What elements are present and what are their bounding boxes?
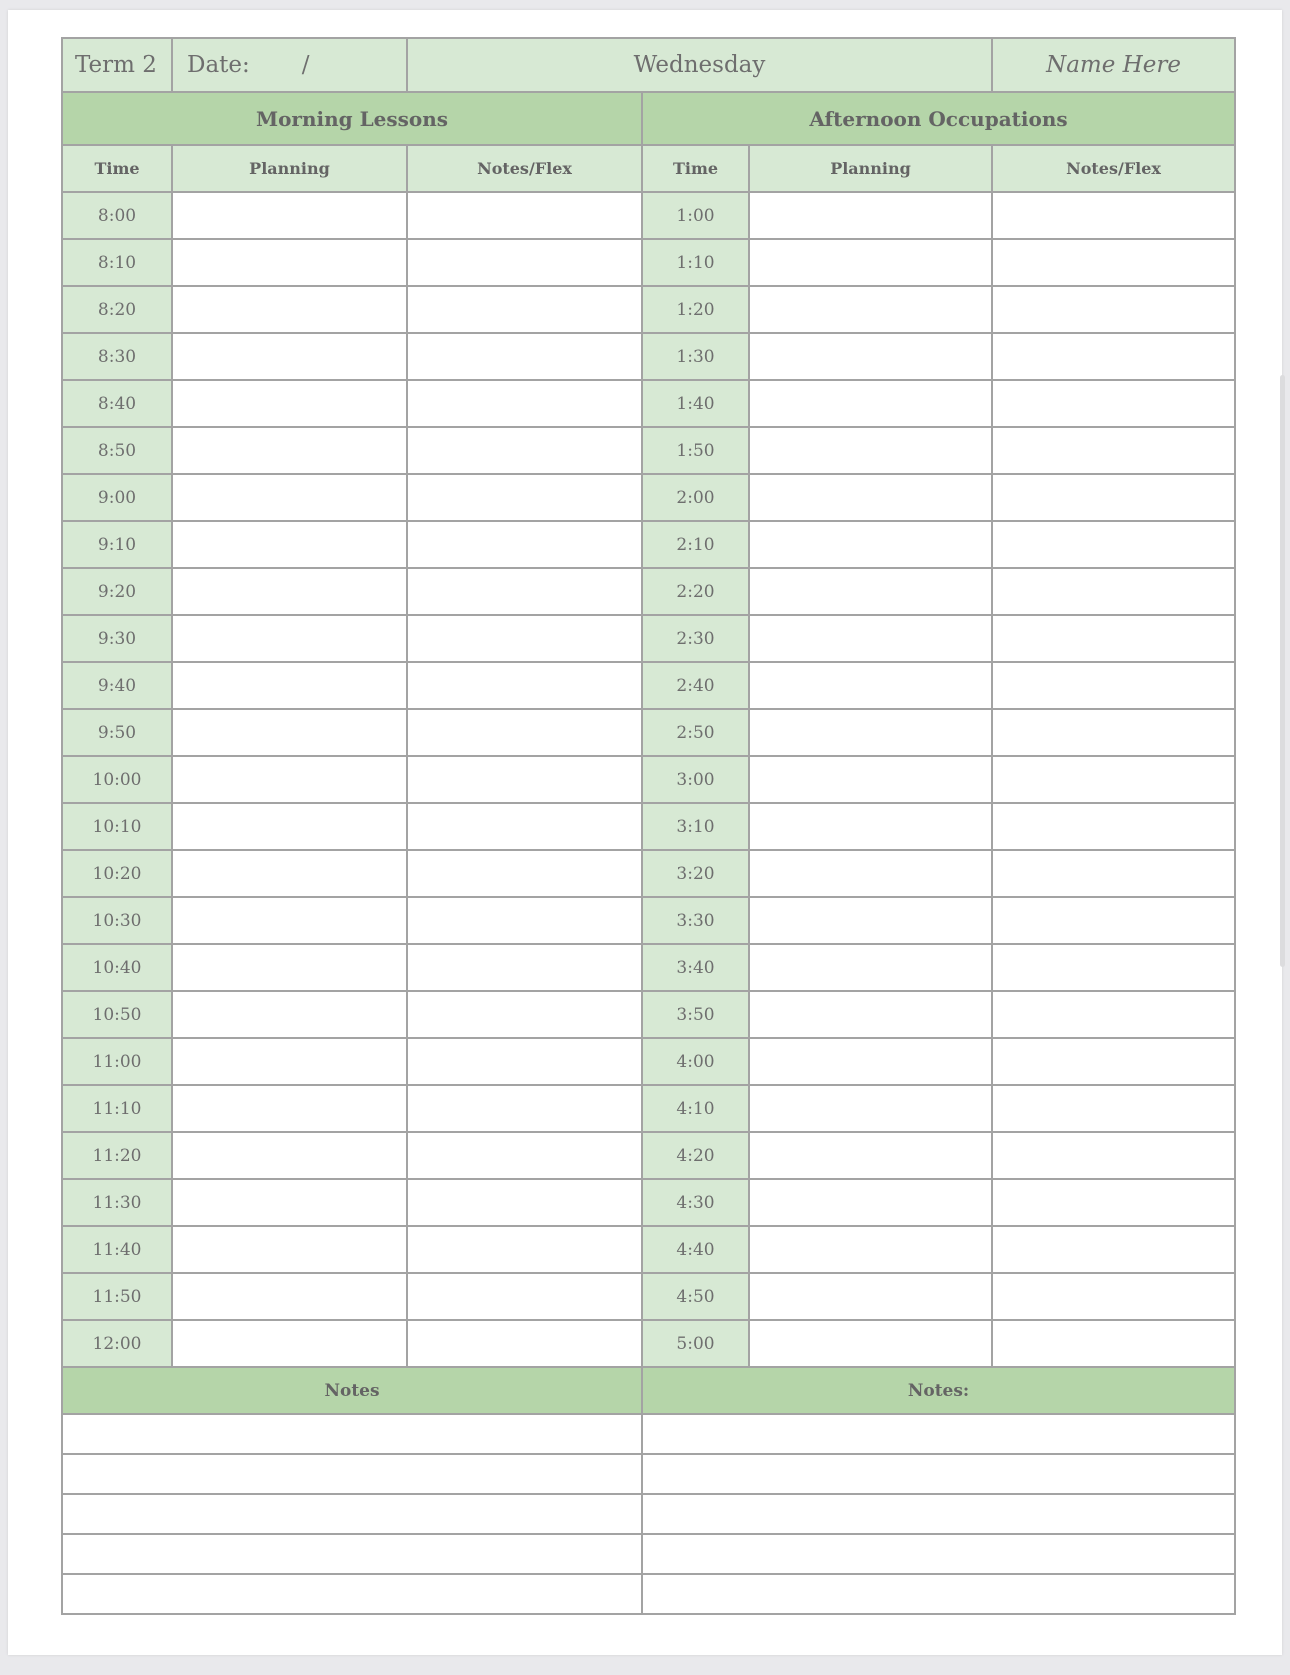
afternoon-notes-flex-cell[interactable] bbox=[992, 239, 1235, 286]
afternoon-time-cell: 3:10 bbox=[642, 803, 749, 850]
afternoon-notes-flex-cell[interactable] bbox=[992, 1320, 1235, 1367]
morning-planning-cell[interactable] bbox=[172, 1273, 407, 1320]
time-slot-row bbox=[62, 427, 1235, 474]
afternoon-notes-flex-cell[interactable] bbox=[992, 286, 1235, 333]
afternoon-time-cell: 4:50 bbox=[642, 1273, 749, 1320]
time-slot-row bbox=[62, 709, 1235, 756]
morning-planning-cell[interactable] bbox=[172, 286, 407, 333]
notes-line-row bbox=[62, 1534, 1235, 1574]
morning-notes-flex-cell[interactable] bbox=[407, 1273, 642, 1320]
morning-notes-flex-cell[interactable] bbox=[407, 991, 642, 1038]
morning-time-cell: 10:30 bbox=[62, 897, 172, 944]
afternoon-notes-flex-cell[interactable] bbox=[992, 1226, 1235, 1273]
afternoon-notes-flex-cell[interactable] bbox=[992, 662, 1235, 709]
morning-time-cell: 10:20 bbox=[62, 850, 172, 897]
morning-notes-flex-cell[interactable] bbox=[407, 1179, 642, 1226]
morning-planning-cell[interactable] bbox=[172, 944, 407, 991]
time-slot-row bbox=[62, 1179, 1235, 1226]
term-label: Term 2 bbox=[62, 38, 172, 92]
afternoon-time-cell: 3:50 bbox=[642, 991, 749, 1038]
notes-header-row bbox=[62, 1367, 1235, 1414]
morning-time-cell: 9:00 bbox=[62, 474, 172, 521]
morning-planning-cell[interactable] bbox=[172, 709, 407, 756]
morning-time-cell: 10:40 bbox=[62, 944, 172, 991]
morning-notes-flex-cell[interactable] bbox=[407, 333, 642, 380]
morning-notes-flex-cell[interactable] bbox=[407, 1132, 642, 1179]
morning-planning-cell[interactable] bbox=[172, 380, 407, 427]
morning-notes-flex-cell[interactable] bbox=[407, 615, 642, 662]
morning-notes-flex-cell[interactable] bbox=[407, 1038, 642, 1085]
afternoon-planning-cell[interactable] bbox=[749, 1320, 992, 1367]
time-slot-row bbox=[62, 991, 1235, 1038]
morning-notes-flex-header: Notes/Flex bbox=[407, 145, 642, 192]
afternoon-notes-flex-cell[interactable] bbox=[992, 1085, 1235, 1132]
notes-line-row bbox=[62, 1414, 1235, 1454]
morning-time-cell: 9:10 bbox=[62, 521, 172, 568]
morning-time-cell: 8:40 bbox=[62, 380, 172, 427]
time-slot-row bbox=[62, 1320, 1235, 1367]
morning-planning-cell[interactable] bbox=[172, 1226, 407, 1273]
afternoon-planning-cell[interactable] bbox=[749, 850, 992, 897]
afternoon-time-cell: 3:20 bbox=[642, 850, 749, 897]
afternoon-planning-cell[interactable] bbox=[749, 662, 992, 709]
afternoon-notes-flex-cell[interactable] bbox=[992, 897, 1235, 944]
afternoon-notes-flex-cell[interactable] bbox=[992, 1038, 1235, 1085]
morning-notes-flex-cell[interactable] bbox=[407, 192, 642, 239]
afternoon-notes-flex-cell[interactable] bbox=[992, 991, 1235, 1038]
afternoon-time-cell: 2:10 bbox=[642, 521, 749, 568]
afternoon-time-cell: 4:30 bbox=[642, 1179, 749, 1226]
afternoon-notes-flex-cell[interactable] bbox=[992, 380, 1235, 427]
left-notes-heading: Notes bbox=[62, 1367, 642, 1414]
afternoon-planning-cell[interactable] bbox=[749, 897, 992, 944]
afternoon-notes-flex-cell[interactable] bbox=[992, 803, 1235, 850]
afternoon-notes-flex-cell[interactable] bbox=[992, 1273, 1235, 1320]
time-slot-row bbox=[62, 944, 1235, 991]
morning-time-cell: 8:00 bbox=[62, 192, 172, 239]
afternoon-planning-cell[interactable] bbox=[749, 756, 992, 803]
time-slot-row bbox=[62, 380, 1235, 427]
afternoon-notes-flex-cell[interactable] bbox=[992, 615, 1235, 662]
afternoon-planning-cell[interactable] bbox=[749, 944, 992, 991]
afternoon-time-cell: 1:50 bbox=[642, 427, 749, 474]
morning-notes-flex-cell[interactable] bbox=[407, 944, 642, 991]
time-slot-row bbox=[62, 897, 1235, 944]
morning-notes-flex-cell[interactable] bbox=[407, 1226, 642, 1273]
time-slot-row bbox=[62, 192, 1235, 239]
morning-time-header: Time bbox=[62, 145, 172, 192]
morning-planning-cell[interactable] bbox=[172, 427, 407, 474]
morning-time-cell: 10:00 bbox=[62, 756, 172, 803]
afternoon-notes-flex-cell[interactable] bbox=[992, 192, 1235, 239]
time-slot-row bbox=[62, 521, 1235, 568]
daily-planner-table bbox=[61, 37, 1236, 1615]
date-field[interactable] bbox=[172, 38, 407, 92]
morning-notes-flex-cell[interactable] bbox=[407, 380, 642, 427]
morning-planning-cell[interactable] bbox=[172, 615, 407, 662]
morning-planning-cell[interactable] bbox=[172, 239, 407, 286]
date-separator: / bbox=[301, 52, 310, 78]
morning-planning-cell[interactable] bbox=[172, 850, 407, 897]
section-row bbox=[62, 92, 1235, 145]
morning-planning-cell[interactable] bbox=[172, 474, 407, 521]
right-notes-line[interactable] bbox=[642, 1454, 1235, 1494]
morning-time-cell: 8:10 bbox=[62, 239, 172, 286]
time-slot-row bbox=[62, 662, 1235, 709]
morning-planning-cell[interactable] bbox=[172, 991, 407, 1038]
morning-time-cell: 9:50 bbox=[62, 709, 172, 756]
afternoon-notes-flex-cell[interactable] bbox=[992, 1179, 1235, 1226]
afternoon-time-cell: 3:00 bbox=[642, 756, 749, 803]
afternoon-time-cell: 4:10 bbox=[642, 1085, 749, 1132]
morning-time-cell: 8:50 bbox=[62, 427, 172, 474]
morning-time-cell: 8:30 bbox=[62, 333, 172, 380]
morning-notes-flex-cell[interactable] bbox=[407, 756, 642, 803]
morning-notes-flex-cell[interactable] bbox=[407, 1085, 642, 1132]
morning-time-cell: 11:10 bbox=[62, 1085, 172, 1132]
afternoon-planning-cell[interactable] bbox=[749, 1226, 992, 1273]
afternoon-notes-flex-cell[interactable] bbox=[992, 944, 1235, 991]
afternoon-planning-cell[interactable] bbox=[749, 474, 992, 521]
time-slot-row bbox=[62, 1132, 1235, 1179]
afternoon-time-cell: 1:30 bbox=[642, 333, 749, 380]
afternoon-notes-flex-cell[interactable] bbox=[992, 756, 1235, 803]
morning-planning-cell[interactable] bbox=[172, 1085, 407, 1132]
day-label: Wednesday bbox=[407, 38, 992, 92]
morning-notes-flex-cell[interactable] bbox=[407, 709, 642, 756]
afternoon-time-cell: 1:20 bbox=[642, 286, 749, 333]
morning-planning-cell[interactable] bbox=[172, 662, 407, 709]
afternoon-time-header: Time bbox=[642, 145, 749, 192]
afternoon-planning-cell[interactable] bbox=[749, 1038, 992, 1085]
time-slot-row bbox=[62, 1038, 1235, 1085]
afternoon-notes-flex-cell[interactable] bbox=[992, 568, 1235, 615]
afternoon-time-cell: 1:40 bbox=[642, 380, 749, 427]
right-notes-heading: Notes: bbox=[642, 1367, 1235, 1414]
morning-planning-cell[interactable] bbox=[172, 1179, 407, 1226]
morning-time-cell: 11:20 bbox=[62, 1132, 172, 1179]
column-header-row bbox=[62, 145, 1235, 192]
morning-time-cell: 11:50 bbox=[62, 1273, 172, 1320]
right-notes-line[interactable] bbox=[642, 1574, 1235, 1614]
time-slot-row bbox=[62, 1273, 1235, 1320]
right-notes-line[interactable] bbox=[642, 1414, 1235, 1454]
afternoon-planning-cell[interactable] bbox=[749, 380, 992, 427]
time-slot-row bbox=[62, 239, 1235, 286]
afternoon-planning-cell[interactable] bbox=[749, 333, 992, 380]
morning-planning-header: Planning bbox=[172, 145, 407, 192]
afternoon-planning-cell[interactable] bbox=[749, 568, 992, 615]
left-notes-line[interactable] bbox=[62, 1494, 642, 1534]
afternoon-planning-cell[interactable] bbox=[749, 615, 992, 662]
morning-notes-flex-cell[interactable] bbox=[407, 239, 642, 286]
morning-planning-cell[interactable] bbox=[172, 756, 407, 803]
afternoon-notes-flex-cell[interactable] bbox=[992, 474, 1235, 521]
morning-notes-flex-cell[interactable] bbox=[407, 568, 642, 615]
time-slot-row bbox=[62, 850, 1235, 897]
afternoon-section-heading: Afternoon Occupations bbox=[642, 92, 1235, 145]
morning-notes-flex-cell[interactable] bbox=[407, 803, 642, 850]
time-slot-row bbox=[62, 803, 1235, 850]
morning-planning-cell[interactable] bbox=[172, 333, 407, 380]
afternoon-planning-cell[interactable] bbox=[749, 709, 992, 756]
left-notes-line[interactable] bbox=[62, 1454, 642, 1494]
planner-page bbox=[8, 10, 1282, 1655]
date-label: Date: bbox=[187, 52, 250, 78]
morning-planning-cell[interactable] bbox=[172, 1320, 407, 1367]
morning-planning-cell[interactable] bbox=[172, 521, 407, 568]
time-slot-row bbox=[62, 286, 1235, 333]
afternoon-time-cell: 5:00 bbox=[642, 1320, 749, 1367]
afternoon-time-cell: 1:10 bbox=[642, 239, 749, 286]
morning-planning-cell[interactable] bbox=[172, 803, 407, 850]
morning-planning-cell[interactable] bbox=[172, 897, 407, 944]
time-slot-row bbox=[62, 615, 1235, 662]
time-slot-row bbox=[62, 333, 1235, 380]
afternoon-notes-flex-cell[interactable] bbox=[992, 1132, 1235, 1179]
afternoon-planning-cell[interactable] bbox=[749, 1273, 992, 1320]
afternoon-time-cell: 4:40 bbox=[642, 1226, 749, 1273]
afternoon-notes-flex-cell[interactable] bbox=[992, 427, 1235, 474]
morning-time-cell: 8:20 bbox=[62, 286, 172, 333]
afternoon-planning-cell[interactable] bbox=[749, 1132, 992, 1179]
morning-planning-cell[interactable] bbox=[172, 1038, 407, 1085]
morning-planning-cell[interactable] bbox=[172, 1132, 407, 1179]
morning-planning-cell[interactable] bbox=[172, 568, 407, 615]
afternoon-planning-cell[interactable] bbox=[749, 1085, 992, 1132]
right-notes-line[interactable] bbox=[642, 1534, 1235, 1574]
right-notes-line[interactable] bbox=[642, 1494, 1235, 1534]
afternoon-planning-cell[interactable] bbox=[749, 1179, 992, 1226]
left-notes-line[interactable] bbox=[62, 1534, 642, 1574]
morning-notes-flex-cell[interactable] bbox=[407, 427, 642, 474]
time-slot-row bbox=[62, 1085, 1235, 1132]
afternoon-time-cell: 1:00 bbox=[642, 192, 749, 239]
afternoon-planning-cell[interactable] bbox=[749, 521, 992, 568]
afternoon-planning-header: Planning bbox=[749, 145, 992, 192]
title-row bbox=[62, 38, 1235, 92]
morning-time-cell: 9:40 bbox=[62, 662, 172, 709]
afternoon-planning-cell[interactable] bbox=[749, 286, 992, 333]
notes-line-row bbox=[62, 1574, 1235, 1614]
morning-notes-flex-cell[interactable] bbox=[407, 1320, 642, 1367]
morning-time-cell: 11:00 bbox=[62, 1038, 172, 1085]
left-notes-line[interactable] bbox=[62, 1574, 642, 1614]
afternoon-time-cell: 3:40 bbox=[642, 944, 749, 991]
morning-planning-cell[interactable] bbox=[172, 192, 407, 239]
morning-time-cell: 10:10 bbox=[62, 803, 172, 850]
afternoon-time-cell: 2:50 bbox=[642, 709, 749, 756]
afternoon-time-cell: 2:20 bbox=[642, 568, 749, 615]
afternoon-planning-cell[interactable] bbox=[749, 991, 992, 1038]
afternoon-time-cell: 2:30 bbox=[642, 615, 749, 662]
morning-time-cell: 11:40 bbox=[62, 1226, 172, 1273]
morning-section-heading: Morning Lessons bbox=[62, 92, 642, 145]
morning-notes-flex-cell[interactable] bbox=[407, 662, 642, 709]
morning-time-cell: 10:50 bbox=[62, 991, 172, 1038]
afternoon-notes-flex-cell[interactable] bbox=[992, 850, 1235, 897]
notes-line-row bbox=[62, 1454, 1235, 1494]
morning-time-cell: 9:30 bbox=[62, 615, 172, 662]
afternoon-notes-flex-cell[interactable] bbox=[992, 521, 1235, 568]
afternoon-planning-cell[interactable] bbox=[749, 427, 992, 474]
afternoon-time-cell: 2:40 bbox=[642, 662, 749, 709]
afternoon-time-cell: 3:30 bbox=[642, 897, 749, 944]
time-slot-row bbox=[62, 1226, 1235, 1273]
morning-time-cell: 12:00 bbox=[62, 1320, 172, 1367]
afternoon-time-cell: 4:20 bbox=[642, 1132, 749, 1179]
morning-time-cell: 11:30 bbox=[62, 1179, 172, 1226]
morning-notes-flex-cell[interactable] bbox=[407, 521, 642, 568]
left-notes-line[interactable] bbox=[62, 1414, 642, 1454]
afternoon-time-cell: 2:00 bbox=[642, 474, 749, 521]
afternoon-notes-flex-cell[interactable] bbox=[992, 709, 1235, 756]
time-slot-row bbox=[62, 568, 1235, 615]
afternoon-planning-cell[interactable] bbox=[749, 803, 992, 850]
scrollbar[interactable] bbox=[1280, 375, 1285, 967]
time-slot-row bbox=[62, 756, 1235, 803]
afternoon-notes-flex-cell[interactable] bbox=[992, 333, 1235, 380]
afternoon-time-cell: 4:00 bbox=[642, 1038, 749, 1085]
morning-notes-flex-cell[interactable] bbox=[407, 850, 642, 897]
afternoon-planning-cell[interactable] bbox=[749, 192, 992, 239]
morning-notes-flex-cell[interactable] bbox=[407, 897, 642, 944]
morning-notes-flex-cell[interactable] bbox=[407, 286, 642, 333]
notes-line-row bbox=[62, 1494, 1235, 1534]
time-slot-row bbox=[62, 474, 1235, 521]
afternoon-planning-cell[interactable] bbox=[749, 239, 992, 286]
name-field[interactable]: Name Here bbox=[992, 38, 1235, 92]
morning-notes-flex-cell[interactable] bbox=[407, 474, 642, 521]
afternoon-notes-flex-header: Notes/Flex bbox=[992, 145, 1235, 192]
morning-time-cell: 9:20 bbox=[62, 568, 172, 615]
